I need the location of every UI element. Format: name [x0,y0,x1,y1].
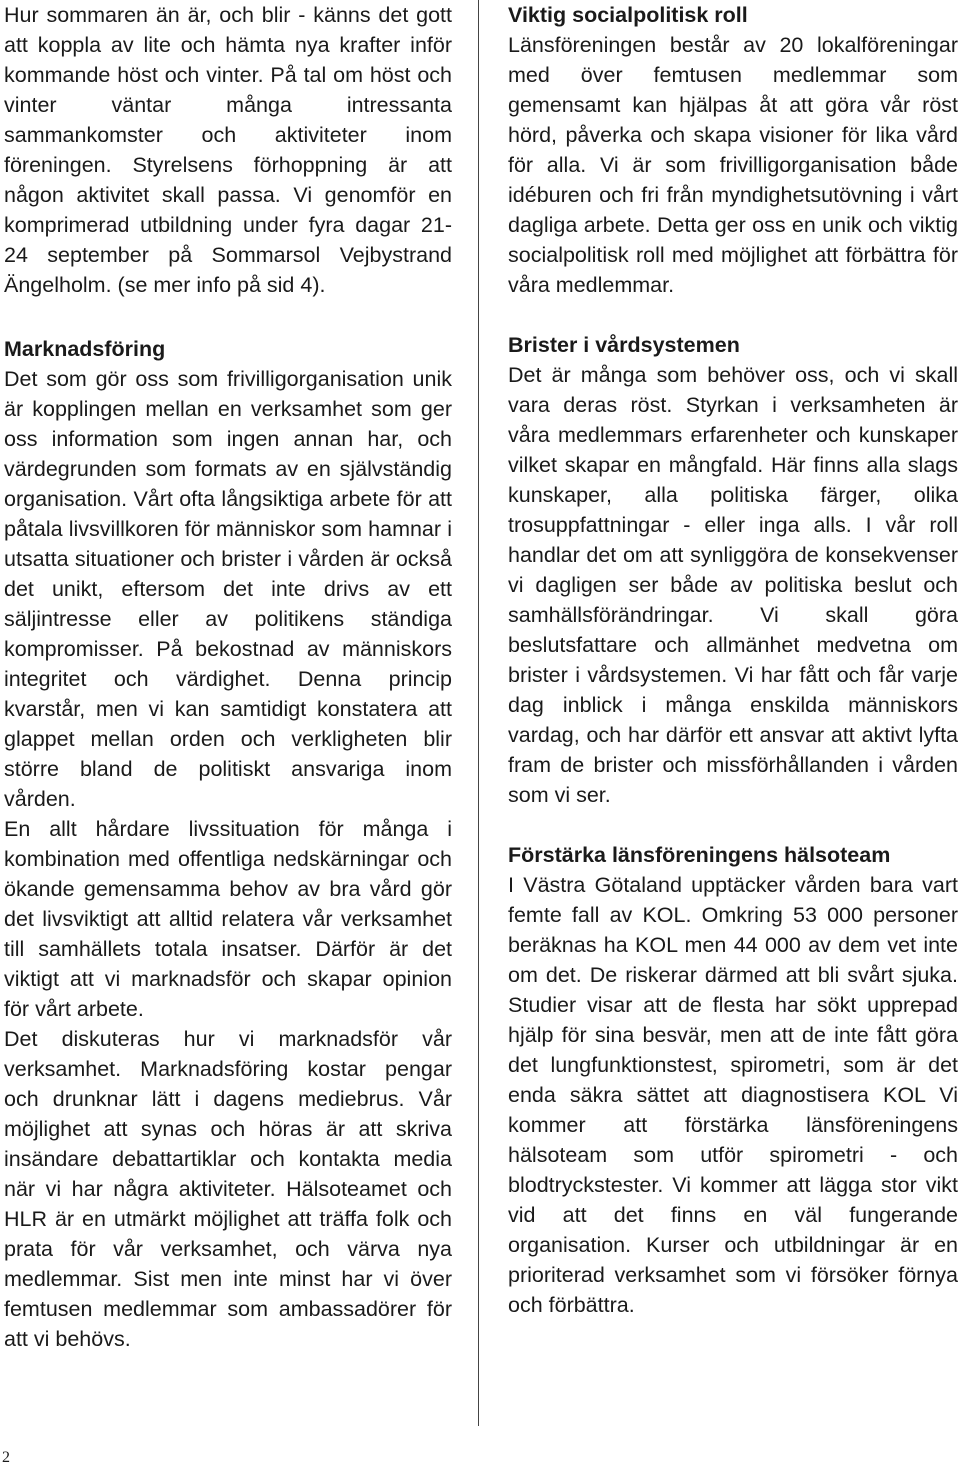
section-heading-marknadsforing: Marknadsföring [4,337,166,361]
body-paragraph: Det är många som behöver oss, och vi skall vara deras röst. Styrkan i verksamheten är våra medlemmars erfarenheter och kunskaper vilket skapar en mångfald. Här finns alla slags kunskaper, alla politiska färger, olika trosuppfattningar - eller inga alls. I vår roll handlar det om att synliggöra de konsekvenser vi dagligen ser både av politiska beslut och samhällsförändringar. Vi skall göra beslutsfattare och allmänhet medvetna om brister i vårdsystemen. Vi har fått och får varje dag inblick i många enskilda människors vardag, och har därför ett ansvar att aktivt lyfta fram de brister och missförhållanden i vården som vi ser. [508,363,958,807]
spacer [508,810,958,840]
body-paragraph: I Västra Götaland upptäcker vården bara vart femte fall av KOL. Omkring 53 000 personer beräknas ha KOL men 44 000 av dem vet inte om det. De riskerar därmed att bli svårt sjuka. Studier visar att de flesta har sökt upprepad hjälp för sina besvär, men att de inte fått göra det lungfunktionstest, spirometri, som är det enda säkra sättet att diagnostisera KOL Vi kommer att förstärka länsföreningens hälsoteam som utför spirometri - och blodtryckstester. Vi kommer att lägga stor vikt vid att det finns en väl fungerande organisation. Kurser och utbildningar är en prioriterad verksamhet som vi försöker förnya och förbättra. [508,873,958,1317]
intro-paragraph: Hur sommaren än är, och blir - känns det gott att koppla av lite och hämta nya krafter inför kommande höst och vinter. På tal om höst och vinter väntar många intressanta sammankomster och aktiviteter inom föreningen. Styrelsens förhoppning är att någon aktivitet skall passa. Vi genomför en komprimerad utbildning under fyra dagar 21-24 september på Sommarsol Vejbystrand Ängelholm. (se mer info på sid 4). [4,3,452,297]
section-heading-socialpolitisk-roll: Viktig socialpolitisk roll [508,3,748,27]
page-number: 2 [2,1449,10,1466]
section-heading-brister-i-vardsystemen: Brister i vårdsystemen [508,333,740,357]
section-heading-halsoteam: Förstärka länsföreningens hälsoteam [508,843,891,867]
body-paragraph: En allt hårdare livssituation för många i kombination med offentliga nedskärningar och ökande gemensamma behov av bra vård gör det livsviktigt att alltid relatera vår verksamhet till samhällets totala insatser. Därför är det viktigt att vi marknadsför och skapar opinion för vårt arbete. [4,817,452,1021]
spacer [4,300,452,334]
body-paragraph: Det diskuteras hur vi marknadsför vår verksamhet. Marknadsföring kostar pengar och drunknar lätt i dagens mediebrus. Vår möjlighet att synas och höras är att skriva insändare debattartiklar och kontakta media när vi har några aktiviteter. Hälsoteamet och HLR är en utmärkt möjlighet att träffa folk och prata för vår verksamhet, och värva nya medlemmar. Sist men inte minst har vi över femtusen medlemmar som ambassadörer för att vi behövs. [4,1027,452,1351]
spacer [508,300,958,330]
body-paragraph: Det som gör oss som frivilligorganisation unik är kopplingen mellan en verksamhet som ger oss information som ingen annan har, och värdegrunden som formats av en självständig organisation. Vårt ofta långsiktiga arbete för att påtala livsvillkoren för människor som hamnar i utsatta situationer och brister i vården är också det unikt, eftersom det inte drivs av ett säljintresse eller av politikens ständiga kompromisser. På bekostnad av människors integritet och värdighet. Denna princip kvarstår, men vi kan samtidigt konstatera att glappet mellan orden och verkligheten blir större bland de politiskt ansvariga inom vården. [4,367,452,811]
column-divider [478,0,479,1426]
body-paragraph: Länsföreningen består av 20 lokalföreningar med över femtusen medlemmar som gemensamt kan hjälpas åt att göra vår röst hörd, påverka och skapa visioner för lika vård för alla. Vi är som frivilligorganisation både idéburen och fri från myndighetsutövning i vårt dagliga arbete. Detta ger oss en unik och viktig socialpolitisk roll med möjlighet att förbättra för våra medlemmar. [508,33,958,297]
right-column [508,0,958,1320]
left-column [4,0,452,1354]
